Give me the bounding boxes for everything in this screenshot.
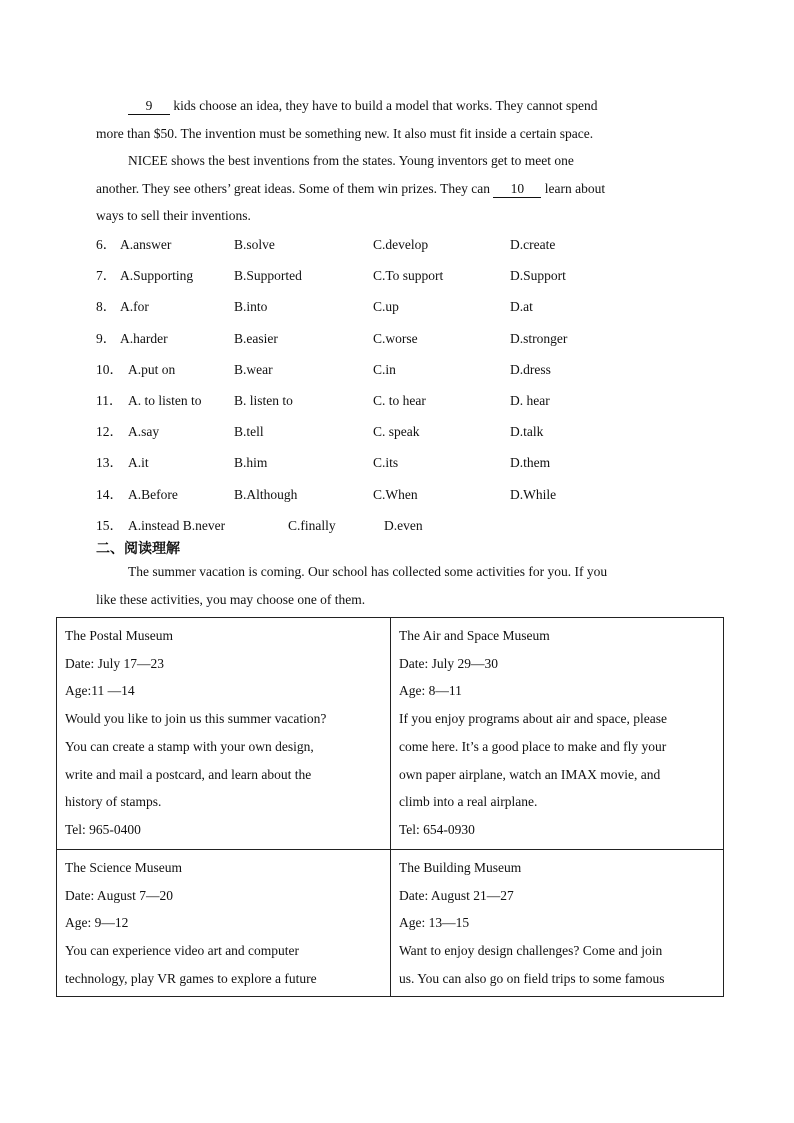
question-row: 6． A.answer B.solve C.develop D.create [96,237,556,252]
passage-line-5: ways to sell their inventions. [96,208,251,223]
question-row: 13． A.it B.him C.its D.them [96,455,551,471]
passage-text [96,92,696,230]
museum-age: Age: 9—12 [65,915,129,931]
museum-tel: Tel: 654-0930 [399,821,475,837]
museum-cell-science [57,850,390,993]
museum-desc-line: You can create a stamp with your own design, [65,738,314,754]
passage-line-3: NICEE shows the best inventions from the states. Young inventors get to meet one [128,153,574,168]
museum-cell-air-space [391,618,724,844]
museum-name: The Postal Museum [65,628,173,643]
question-row: 9． A.harder B.easier C.worse D.stronger [96,330,568,346]
question-row: 8． A.for B.into C.up D.at [96,299,533,315]
museum-desc-line: write and mail a postcard, and learn about the [65,766,312,782]
museum-age: Age: 8—11 [399,683,462,699]
intro-line-2: like these activities, you may choose one of them. [96,591,366,607]
museum-age: Age:11 —14 [65,683,135,699]
museum-date: Date: July 17—23 [65,655,164,671]
section-intro [96,558,696,613]
museum-desc-line: own paper airplane, watch an IMAX movie, and [399,766,661,782]
blank-9: 9 [128,98,170,115]
passage-line-2: more than $50. The invention must be something new. It also must fit inside a certain space. [96,125,594,141]
question-options [96,232,696,544]
activities-table [56,617,724,997]
museum-desc-line: technology, play VR games to explore a future [65,970,317,986]
museum-date: Date: August 7—20 [65,887,173,903]
museum-desc-line: us. You can also go on field trips to some famous [399,970,665,986]
museum-desc-line: history of stamps. [65,794,162,810]
museum-desc-line: If you enjoy programs about air and space, please [399,711,668,727]
section-title: 二、阅读理解 [96,541,180,557]
museum-desc-line: Would you like to join us this summer vacation? [65,711,327,727]
museum-date: Date: August 21—27 [399,887,514,903]
museum-name: The Science Museum [65,860,182,875]
museum-desc-line: climb into a real airplane. [399,794,538,810]
question-row: 10． A.put on B.wear C.in D.dress [96,361,551,377]
museum-cell-building [391,850,724,993]
question-row: 12． A.say B.tell C. speak D.talk [96,424,544,440]
passage-line-4: another. They see others’ great ideas. Some of them win prizes. They can 10 learn about [96,180,606,196]
museum-desc-line: Want to enjoy design challenges? Come and join [399,943,663,959]
museum-desc-line: You can experience video art and computer [65,943,300,959]
intro-line-1: The summer vacation is coming. Our school has collected some activities for you. If you [128,564,608,579]
museum-age: Age: 13—15 [399,915,470,931]
passage-line-1: 9 kids choose an idea, they have to build a model that works. They cannot spend [96,92,696,120]
museum-desc-line: come here. It’s a good place to make and fly your [399,738,667,754]
blank-10: 10 [493,181,541,198]
museum-name: The Building Museum [399,860,522,875]
museum-cell-postal [57,618,390,844]
question-row: 7． A.Supporting B.Supported C.To support D.Support [96,268,566,284]
museum-name: The Air and Space Museum [399,628,550,643]
museum-date: Date: July 29—30 [399,655,498,671]
question-row: 11． A. to listen to B. listen to C. to hear D. hear [96,392,550,408]
museum-tel: Tel: 965-0400 [65,821,141,837]
question-row: 15． A.instead B.never C.finally D.even [96,517,423,533]
question-row: 14． A.Before B.Although C.When D.While [96,486,557,502]
